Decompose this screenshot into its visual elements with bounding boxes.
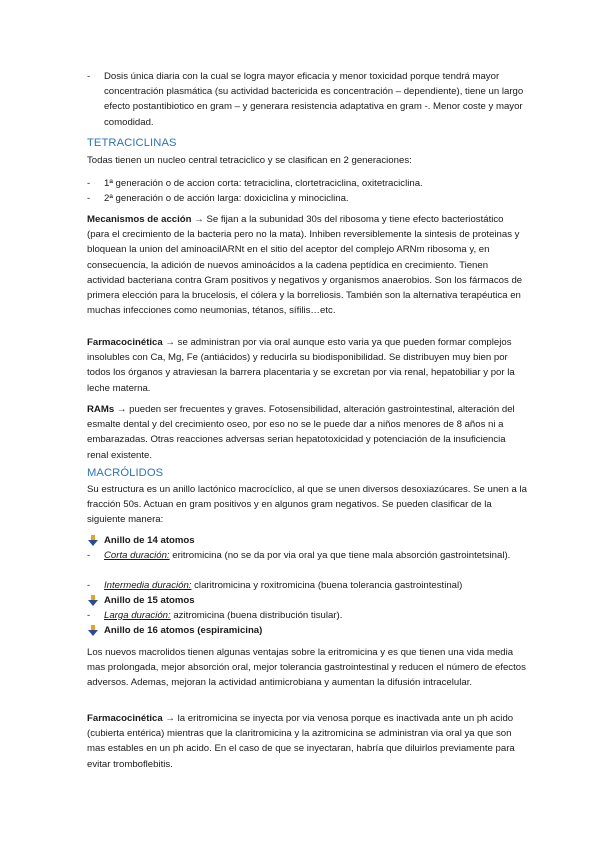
- duration-text: eritromicina (no se da por via oral ya que tiene mala absorción gastrointetsinal).: [169, 550, 511, 561]
- section-heading-tetraciclinas: TETRACICLINAS: [87, 137, 177, 149]
- farmacocinetica-label: Farmacocinética: [87, 713, 163, 724]
- list-dash: -: [87, 193, 91, 204]
- group-title: Anillo de 16 atomos (espiramicina): [104, 625, 263, 636]
- arrow-down-bullet-icon: [87, 625, 99, 637]
- duration-text: azitromicina (buena distribución tisular).: [170, 610, 343, 621]
- duration-label: Larga duración:: [104, 610, 171, 621]
- duration-label: Corta duración:: [104, 550, 170, 561]
- farmacocinetica-text: se administran por via oral aunque esto varia ya que pueden formar complejos insolubles con Ca, Mg, Fe (antiácidos) y reducirla su biodisponibilidad. Se distribuyen muy bien por todos los órganos y atraviesan la barrera placentaria y se excretan por via renal, hepatobiliar y por la leche materna.: [87, 337, 515, 394]
- list-dash: -: [87, 550, 91, 561]
- farmacocinetica-macrolidos-paragraph: [87, 711, 527, 772]
- group-title: Anillo de 14 atomos: [104, 535, 195, 546]
- arrow-down-bullet-icon: [87, 535, 99, 547]
- mecanismo-paragraph: [87, 212, 527, 318]
- section-heading-macrolidos: MACRÓLIDOS: [87, 467, 164, 479]
- rams-text: pueden ser frecuentes y graves. Fotosensibilidad, alteración gastrointestinal, alteración del esmalte dental y del crecimiento oseo, por eso no se le puede dar a niños menores de 8 años ni a embarazadas. Otras reacciones adversas serian hepatotoxicidad y potenciación de la insuficiencia renal existente.: [87, 404, 515, 461]
- tetraciclinas-intro: Todas tienen un nucleo central tetraciclico y se clasifican en 2 generaciones:: [87, 155, 412, 166]
- arrow-right-icon: →: [165, 337, 175, 348]
- farmacocinetica-label: Farmacocinética: [87, 337, 163, 348]
- group-title: Anillo de 15 atomos: [104, 595, 195, 606]
- rams-label: RAMs: [87, 404, 115, 415]
- farmacocinetica-text: la eritromicina se inyecta por via venosa porque es inactivada ante un ph acido (cubierta entérica) mientras que la claritromicina y la azitromicina se administran via oral ya que son mas estables en un ph acido. En el caso de que se inyectaran, habría que diluirlos previamente para evitar tromboflebitis.: [87, 713, 515, 770]
- list-item-text: Dosis única diaria con la cual se logra mayor eficacia y menor toxicidad porque tendrá mayor concentración plasmática (su actividad bactericida es concentración – dependiente), tiene un largo efecto postantibiotico en gram – y generara resistencia adaptativa en gram -. Menor coste y mayor comodidad.: [104, 71, 524, 128]
- list-dash: -: [87, 610, 91, 621]
- arrow-right-icon: →: [165, 713, 175, 724]
- list-item-text: 1ª generación o de accion corta: tetraciclina, clortetraciclina, oxitetraciclina.: [104, 178, 423, 189]
- list-dash: -: [87, 71, 91, 82]
- list-dash: -: [87, 178, 91, 189]
- duration-text: claritromicina y roxitromicina (buena tolerancia gastrointestinal): [191, 580, 463, 591]
- list-item-text: 2ª generación o de acción larga: doxiciclina y minociclina.: [104, 193, 349, 204]
- arrow-down-bullet-icon: [87, 595, 99, 607]
- macrolidos-intro: Su estructura es un anillo lactónico macrocíclico, al que se unen diversos desoxiazúcares. Se unen a la fracción 50s. Actuan en gram positivos y en algunos gram negativos. Se pueden clasificar de la siguiente manera:: [87, 484, 527, 526]
- mecanismo-text: Se fijan a la subunidad 30s del ribosoma y tiene efecto bacteriostático (para el crecimiento de la bacteria pero no la mata). Inhiben reversiblemente la sintesis de proteinas y bloquean la union del aminoacilARNt en el sitio del aceptor del complejo ARNm ribosoma y, en consecuencia, la adición de nuevos aminoácidos a la cadena peptídica en crecimiento. Tienen actividad bacteriana contra Gram positivos y negativos y organismos anaerobios. Son los fármacos de primera elección para la brucelosis, el cólera y la borreliosis. También son la alternativa terapéutica en muchas infecciones como neumonias, tétanos, sífilis…etc.: [87, 214, 523, 317]
- nuevos-macrolidos-paragraph: Los nuevos macrolidos tienen algunas ventajas sobre la eritromicina y es que tienen una vida media mas prolongada, mejor absorción oral, mejor tolerancia gastrointestinal y reducen el número de efectos adversos. Ademas, mejoran la actividad antimicrobiana y aumentan la difusión intracelular.: [87, 647, 526, 689]
- rams-paragraph: [87, 402, 527, 463]
- farmacocinetica-paragraph: [87, 335, 527, 396]
- mecanismo-label: Mecanismos de acción: [87, 214, 192, 225]
- duration-label: Intermedia duración:: [104, 580, 192, 591]
- list-dash: -: [87, 580, 91, 591]
- arrow-right-icon: →: [194, 214, 204, 225]
- arrow-right-icon: →: [116, 404, 127, 415]
